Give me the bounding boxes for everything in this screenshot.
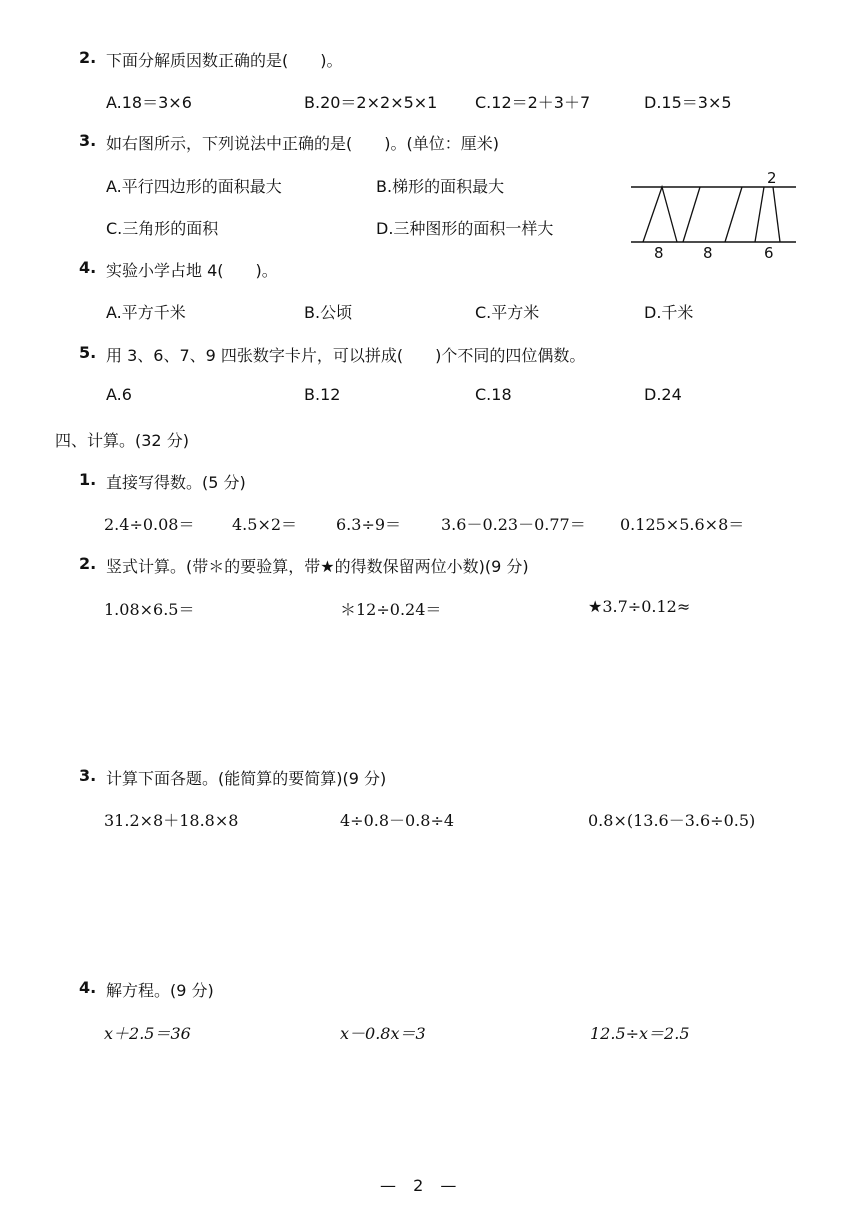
q2-option-b: B.20＝2×2×5×1 <box>304 93 438 112</box>
q5-text: 用 3、6、7、9 四张数字卡片，可以拼成( )个不同的四位偶数。 <box>106 346 586 365</box>
calc-2-item-2: ＊12÷0.24＝ <box>340 600 442 619</box>
trapezoid-left-side <box>755 187 764 242</box>
q3-option-d: D.三种图形的面积一样大 <box>376 219 554 238</box>
equation-3: 12.5÷x＝2.5 <box>590 1024 690 1043</box>
q4-option-a: A.平方千米 <box>106 303 186 322</box>
figure-label-bottom-2: 8 <box>703 244 713 262</box>
q2-option-a: A.18＝3×6 <box>106 93 192 112</box>
q3-option-c: C.三角形的面积 <box>106 219 219 238</box>
q4-option-b: B.公顷 <box>304 303 353 322</box>
section-4-title: 四、计算。(32 分) <box>55 431 189 450</box>
calc-1-number: 1. <box>79 470 97 489</box>
calc-3-text: 计算下面各题。(能简算的要简算)(9 分) <box>106 769 387 788</box>
calc-1-text: 直接写得数。(5 分) <box>106 473 246 492</box>
calc-2-item-3: ★3.7÷0.12≈ <box>588 597 691 616</box>
calc-4-number: 4. <box>79 978 97 997</box>
calc-1-item-3: 6.3÷9＝ <box>336 515 402 534</box>
calc-1-item-4: 3.6－0.23－0.77＝ <box>441 515 586 534</box>
page-number: — 2 — <box>380 1176 463 1195</box>
q3-text: 如右图所示，下列说法中正确的是( )。(单位：厘米) <box>106 134 499 153</box>
q2-text: 下面分解质因数正确的是( )。 <box>106 51 343 70</box>
calc-2-text: 竖式计算。(带＊的要验算，带★的得数保留两位小数)(9 分) <box>106 557 529 576</box>
q3-option-a: A.平行四边形的面积最大 <box>106 177 282 196</box>
calc-3-item-1: 31.2×8＋18.8×8 <box>104 811 239 830</box>
calc-4-text: 解方程。(9 分) <box>106 981 214 1000</box>
equation-2: x－0.8x＝3 <box>340 1024 426 1043</box>
figure-label-top: 2 <box>767 169 777 187</box>
trapezoid-right-side <box>773 187 780 242</box>
calc-1-item-2: 4.5×2＝ <box>232 515 298 534</box>
q4-option-c: C.平方米 <box>475 303 540 322</box>
q5-option-b: B.12 <box>304 385 341 404</box>
q5-option-d: D.24 <box>644 385 682 404</box>
figure-label-bottom-3: 6 <box>764 244 774 262</box>
q4-number: 4. <box>79 258 97 277</box>
q5-number: 5. <box>79 343 97 362</box>
q3-option-b: B.梯形的面积最大 <box>376 177 505 196</box>
calc-2-item-1: 1.08×6.5＝ <box>104 600 195 619</box>
q2-option-d: D.15＝3×5 <box>644 93 732 112</box>
calc-3-item-3: 0.8×(13.6－3.6÷0.5) <box>588 811 756 830</box>
q4-text: 实验小学占地 4( )。 <box>106 261 278 280</box>
triangle-shape <box>643 187 677 242</box>
q3-number: 3. <box>79 131 97 150</box>
q2-number: 2. <box>79 48 97 67</box>
parallelogram-right-side <box>725 187 742 242</box>
calc-3-number: 3. <box>79 766 97 785</box>
equation-1: x＋2.5＝36 <box>104 1024 191 1043</box>
calc-2-number: 2. <box>79 554 97 573</box>
calc-3-item-2: 4÷0.8－0.8÷4 <box>340 811 455 830</box>
parallelogram-left-side <box>683 187 700 242</box>
q5-option-a: A.6 <box>106 385 132 404</box>
calc-1-item-1: 2.4÷0.08＝ <box>104 515 195 534</box>
q4-option-d: D.千米 <box>644 303 694 322</box>
q2-option-c: C.12＝2＋3＋7 <box>475 93 591 112</box>
figure-label-bottom-1: 8 <box>654 244 664 262</box>
q5-option-c: C.18 <box>475 385 512 404</box>
calc-1-item-5: 0.125×5.6×8＝ <box>620 515 745 534</box>
